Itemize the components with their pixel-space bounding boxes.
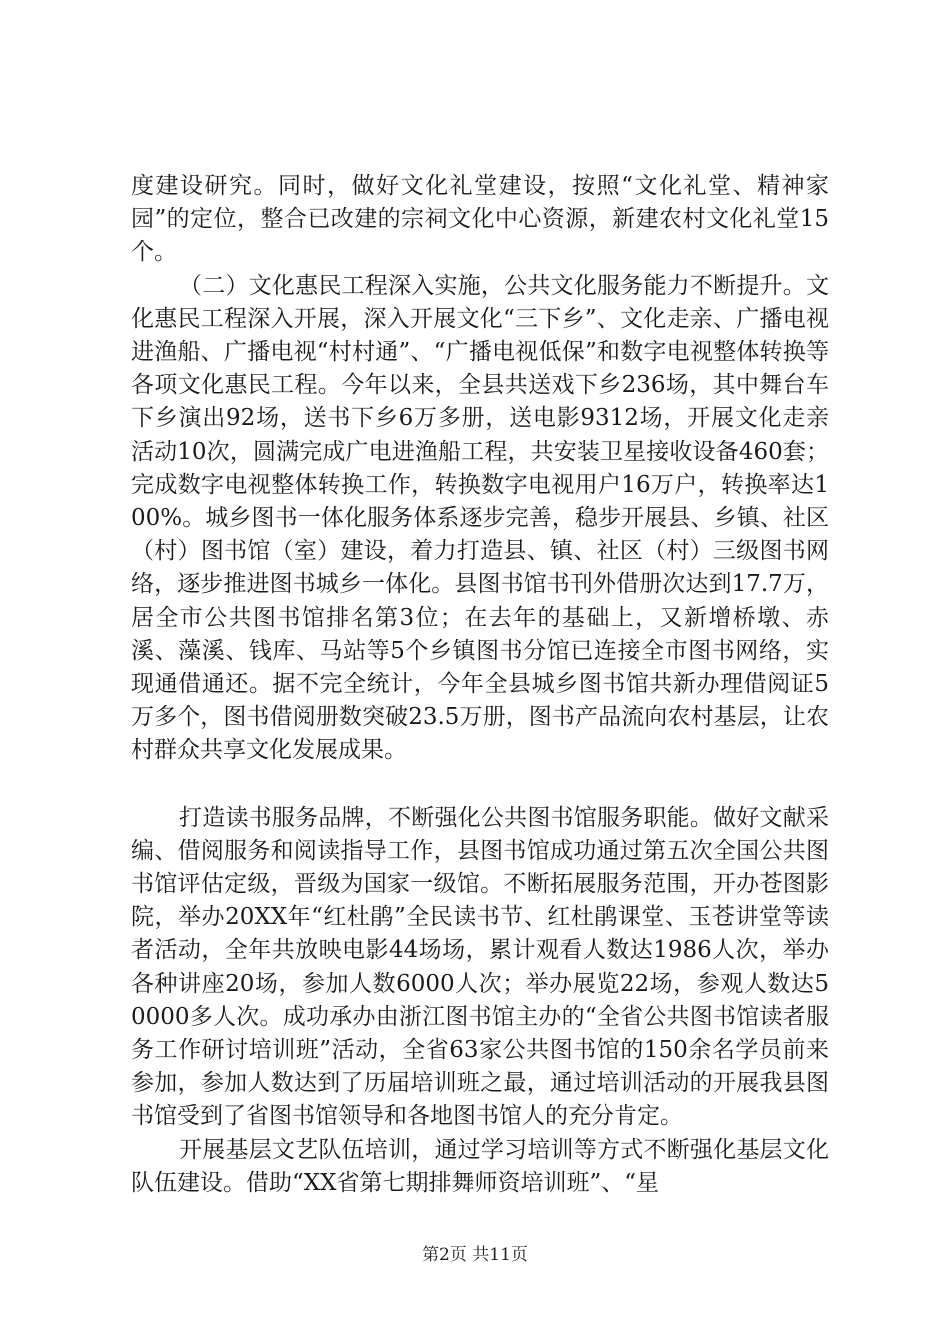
document-body	[131, 170, 829, 1200]
page-number-footer: 第2页 共11页	[422, 1245, 528, 1265]
paragraph-cultural-benefit-project: （二）文化惠民工程深入实施，公共文化服务能力不断提升。文化惠民工程深入开展，深入开展文化“三下乡”、文化走亲、广播电视进渔船、广播电视“村村通”、“广播电视低保”和数字电视整体转换等各项文化惠民工程。今年以来，全县共送戏下乡236场，其中舞台车下乡演出92场，送书下乡6万多册，送电影9312场，开展文化走亲活动10次，圆满完成广电进渔船工程，共安装卫星接收设备460套；完成数字电视整体转换工作，转换数字电视用户16万户，转换率达100%。城乡图书一体化服务体系逐步完善，稳步开展县、乡镇、社区（村）图书馆（室）建设，着力打造县、镇、社区（村）三级图书网络，逐步推进图书城乡一体化。县图书馆书刊外借册次达到17.7万，居全市公共图书馆排名第3位；在去年的基础上，又新增桥墩、赤溪、藻溪、钱库、马站等5个乡镇图书分馆已连接全市图书网络，实现通借通还。据不完全统计，今年全县城乡图书馆共新办理借阅证5万多个，图书借阅册数突破23.5万册，图书产品流向农村基层，让农村群众共享文化发展成果。	[131, 272, 829, 764]
paragraph-reading-service-brand: 打造读书服务品牌，不断强化公共图书馆服务职能。做好文献采编、借阅服务和阅读指导工作，县图书馆成功通过第五次全国公共图书馆评估定级，晋级为国家一级馆。不断拓展服务范围，开办苍图影院，举办20XX年“红杜鹃”全民读书节、红杜鹃课堂、玉苍讲堂等读者活动，全年共放映电影44场场，累计观看人数达1986人次，举办各种讲座20场，参加人数6000人次；举办展览22场，参观人数达50000多人次。成功承办由浙江图书馆主办的“全省公共图书馆读者服务工作研讨培训班”活动，全省63家公共图书馆的150余名学员前来参加，参加人数达到了历届培训班之最，通过培训活动的开展我县图书馆受到了省图书馆领导和各地图书馆人的充分肯定。	[131, 804, 829, 1130]
paragraph-grassroots-training: 开展基层文艺队伍培训，通过学习培训等方式不断强化基层文化队伍建设。借助“XX省第七期排舞师资培训班”、“星	[131, 1136, 829, 1196]
paragraph-continuation: 度建设研究。同时，做好文化礼堂建设，按照“文化礼堂、精神家园”的定位，整合已改建的宗祠文化中心资源，新建农村文化礼堂15个。	[131, 173, 829, 266]
